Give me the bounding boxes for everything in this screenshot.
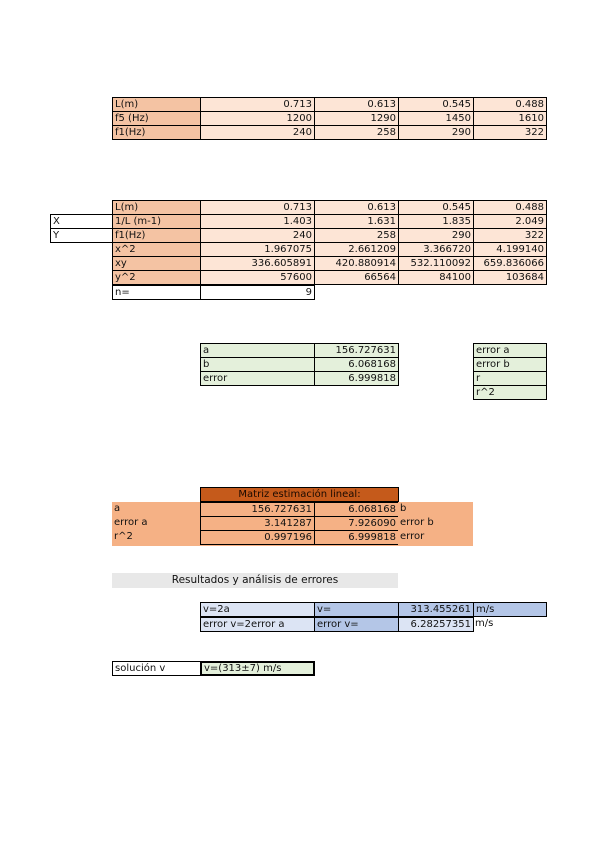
error-label[interactable]: r <box>473 371 547 386</box>
table2-cell[interactable]: 2.661209 <box>314 242 399 257</box>
matrix-right-label: b <box>398 502 473 517</box>
table1-cell[interactable]: 0.545 <box>398 97 474 112</box>
matrix-title[interactable]: Matriz estimación lineal: <box>200 487 399 502</box>
table2-cell[interactable]: 0.488 <box>473 200 547 215</box>
matrix-left-label: error a <box>112 516 200 531</box>
matrix-cell[interactable]: 0.997196 <box>200 530 315 545</box>
matrix-cell[interactable]: 6.999818 <box>314 530 399 545</box>
table2-cell[interactable]: 1.403 <box>200 214 315 229</box>
solution-label[interactable]: solución v <box>112 661 201 676</box>
table2-cell[interactable]: 3.366720 <box>398 242 474 257</box>
table2-label-4[interactable]: xy <box>112 256 201 271</box>
table1-cell[interactable]: 0.613 <box>314 97 399 112</box>
table1-cell[interactable]: 258 <box>314 125 399 140</box>
table1-cell[interactable]: 1290 <box>314 111 399 126</box>
n-value[interactable]: 9 <box>200 285 315 300</box>
table2-cell[interactable]: 4.199140 <box>473 242 547 257</box>
result-formula[interactable]: v=2a <box>200 602 315 617</box>
table1-cell[interactable]: 290 <box>398 125 474 140</box>
regression-label[interactable]: b <box>200 357 315 372</box>
table1-cell[interactable]: 1200 <box>200 111 315 126</box>
matrix-cell[interactable]: 156.727631 <box>200 502 315 517</box>
result-formula[interactable]: error v=2error a <box>200 617 315 632</box>
table2-label-5[interactable]: y^2 <box>112 270 201 285</box>
table1-cell[interactable]: 240 <box>200 125 315 140</box>
table2-cell[interactable]: 66564 <box>314 270 399 285</box>
table2-cell[interactable]: 1.631 <box>314 214 399 229</box>
table2-cell[interactable]: 258 <box>314 228 399 243</box>
table2-side-label-x[interactable]: X <box>50 214 113 229</box>
table2-cell[interactable]: 0.613 <box>314 200 399 215</box>
error-label[interactable]: error b <box>473 357 547 372</box>
table2-cell[interactable]: 420.880914 <box>314 256 399 271</box>
table2-cell[interactable]: 103684 <box>473 270 547 285</box>
n-label[interactable]: n= <box>112 285 201 300</box>
regression-value[interactable]: 6.068168 <box>314 357 399 372</box>
solution-value[interactable]: v=(313±7) m/s <box>200 661 315 676</box>
matrix-left-label: a <box>112 502 200 517</box>
table1-label-0[interactable]: L(m) <box>112 97 201 112</box>
table2-label-2[interactable]: f1(Hz) <box>112 228 201 243</box>
table2-cell[interactable]: 0.545 <box>398 200 474 215</box>
table2-cell[interactable]: 532.110092 <box>398 256 474 271</box>
table2-cell[interactable]: 290 <box>398 228 474 243</box>
matrix-cell[interactable]: 3.141287 <box>200 516 315 531</box>
table2-cell[interactable]: 2.049 <box>473 214 547 229</box>
matrix-right-label: error b <box>398 516 473 531</box>
regression-label[interactable]: a <box>200 343 315 358</box>
result-value[interactable]: 313.455261 <box>398 602 474 617</box>
regression-value[interactable]: 156.727631 <box>314 343 399 358</box>
table1-cell[interactable]: 1450 <box>398 111 474 126</box>
table2-cell[interactable]: 240 <box>200 228 315 243</box>
table1-cell[interactable]: 0.488 <box>473 97 547 112</box>
table2-cell[interactable]: 0.713 <box>200 200 315 215</box>
result-unit[interactable]: m/s <box>473 602 547 617</box>
matrix-cell[interactable]: 7.926090 <box>314 516 399 531</box>
table1-label-1[interactable]: f5 (Hz) <box>112 111 201 126</box>
result-name[interactable]: v= <box>314 602 399 617</box>
table2-cell[interactable]: 84100 <box>398 270 474 285</box>
error-label[interactable]: r^2 <box>473 385 547 400</box>
result-value[interactable]: 6.28257351 <box>398 617 474 632</box>
table2-cell[interactable]: 322 <box>473 228 547 243</box>
matrix-cell[interactable]: 6.068168 <box>314 502 399 517</box>
result-unit[interactable]: m/s <box>475 618 494 629</box>
table2-label-0[interactable]: L(m) <box>112 200 201 215</box>
error-label[interactable]: error a <box>473 343 547 358</box>
result-name[interactable]: error v= <box>314 617 399 632</box>
table2-cell[interactable]: 1.835 <box>398 214 474 229</box>
table1-cell[interactable]: 1610 <box>473 111 547 126</box>
table2-side-label-y[interactable]: Y <box>50 228 113 243</box>
table1-label-2[interactable]: f1(Hz) <box>112 125 201 140</box>
table2-label-1[interactable]: 1/L (m-1) <box>112 214 201 229</box>
table2-cell[interactable]: 336.605891 <box>200 256 315 271</box>
table2-cell[interactable]: 1.967075 <box>200 242 315 257</box>
table2-cell[interactable]: 57600 <box>200 270 315 285</box>
table2-cell[interactable]: 659.836066 <box>473 256 547 271</box>
matrix-left-label: r^2 <box>112 530 200 545</box>
regression-label[interactable]: error <box>200 371 315 386</box>
regression-value[interactable]: 6.999818 <box>314 371 399 386</box>
matrix-right-label: error <box>398 530 473 545</box>
table2-label-3[interactable]: x^2 <box>112 242 201 257</box>
table1-cell[interactable]: 322 <box>473 125 547 140</box>
table1-cell[interactable]: 0.713 <box>200 97 315 112</box>
results-title: Resultados y análisis de errores <box>112 573 398 588</box>
